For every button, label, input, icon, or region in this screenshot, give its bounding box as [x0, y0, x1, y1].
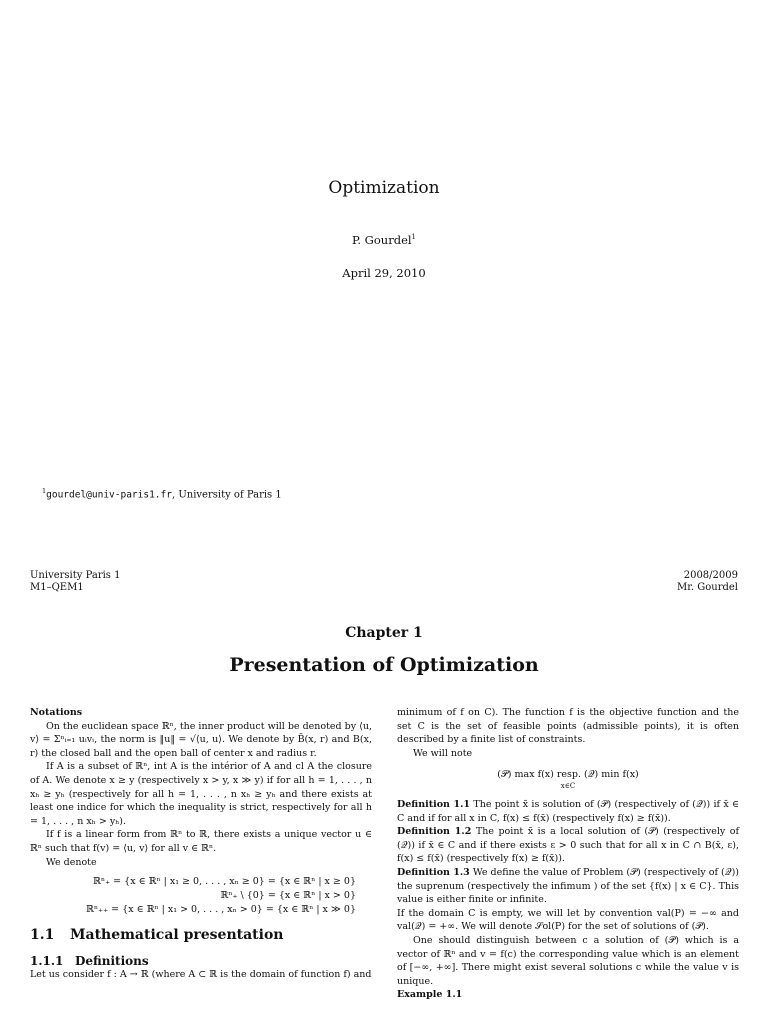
header-course: M1–QEM1 — [30, 582, 84, 593]
example-label: Example 1.1 — [397, 989, 463, 1001]
footnote-mark: 1 — [42, 487, 47, 495]
course-header-left — [30, 570, 120, 594]
paragraph-empty-domain: If the domain C is empty, we will let by convention val(P) = −∞ and val(𝒬) = +∞. We will denote 𝒮ol(P) for the set of solutions of (𝒫). — [397, 907, 739, 933]
course-header-right — [677, 570, 738, 594]
section-title: Mathematical presentation — [70, 927, 284, 944]
footnote — [42, 487, 282, 500]
equation-positive: ℝⁿ₊ \ {0} = {x ∈ ℝⁿ | x > 0} — [220, 890, 356, 902]
chapter-title: Presentation of Optimization — [229, 654, 539, 676]
definition-1-2 — [397, 825, 739, 866]
equation-strictly-positive: ℝⁿ₊₊ = {x ∈ ℝⁿ | x₁ > 0, . . . , xₙ > 0} = {x ∈ ℝⁿ | x ≫ 0} — [86, 904, 356, 916]
section-number: 1.1 — [30, 927, 55, 944]
subsection-title: Definitions — [75, 953, 149, 968]
paragraph-we-denote: We denote — [46, 856, 97, 868]
right-column — [397, 706, 739, 1002]
document-date: April 29, 2010 — [342, 266, 426, 280]
paragraph-cut-off: Let us consider f : A → ℝ (where A ⊂ ℝ is the domain of function f) and — [30, 969, 372, 981]
equation-nonnegative: ℝⁿ₊ = {x ∈ ℝⁿ | x₁ ≥ 0, . . . , xₙ ≥ 0} = {x ∈ ℝⁿ | x ≥ 0} — [93, 876, 356, 888]
paragraph-order: If A is a subset of ℝⁿ, int A is the intérior of A and cl A the closure of A. We denote x ≥ y (respectively x > y, x ≫ y) if for all h = 1, . . . , n xₕ ≥ yₕ (respectively for all h = 1, . . . , n xₕ ≥ yₕ and there exists at least one indice for which the inequality is strict, respectively for all h = 1, . . . , n xₕ > yₕ). — [30, 761, 372, 827]
subsection-heading — [30, 955, 372, 969]
paragraph-objective: minimum of f on C). The function f is the objective function and the set C is the set of feasible points (admissible points), it is often described by a finite list of constraints. — [397, 707, 739, 746]
paragraph-solution-vs-value: One should distinguish between c a solution of (𝒫) which is a vector of ℝⁿ and v = f(c) the corresponding value which is an element of [−∞, +∞]. There might exist several solutions c while the value v is unique. — [397, 934, 739, 987]
definition-1-3-text: We define the value of Problem (𝒫) (respectively of (𝒬)) the suprenum (respectively the infimum ) of the set {f(x) | x ∈ C}. This value is either finite or infinite. — [397, 866, 739, 906]
paragraph-linear-form: If f is a linear form from ℝⁿ to ℝ, there exists a unique vector u ∈ ℝⁿ such that f(v) = ⟨u, v⟩ for all v ∈ ℝⁿ. — [30, 829, 372, 854]
definition-1-2-label: Definition 1.2 — [397, 826, 472, 838]
definition-1-1 — [397, 798, 739, 825]
problem-equation — [397, 768, 739, 790]
definition-1-1-label: Definition 1.1 — [397, 798, 471, 810]
footnote-email: gourdel@univ-paris1.fr — [46, 489, 172, 501]
definition-1-3 — [397, 866, 739, 907]
chapter-label: Chapter 1 — [345, 625, 423, 641]
document-title: Optimization — [328, 178, 440, 198]
subsection-number: 1.1.1 — [30, 953, 64, 968]
section-heading — [30, 929, 372, 943]
problem-equation-main: (𝒫) max f(x) resp. (𝒬) min f(x) — [497, 769, 639, 781]
footnote-affiliation: , University of Paris 1 — [171, 489, 282, 501]
definition-1-1-text: The point x̄ is solution of (𝒫) (respectively of (𝒬)) if x̄ ∈ C and if for all x in C, f(x) ≤ f(x̄) (respectively f(x) ≥ f(x̄)). — [397, 798, 740, 824]
left-column — [30, 706, 372, 982]
paragraph-inner-product: On the euclidean space ℝⁿ, the inner product will be denoted by ⟨u, v⟩ = Σⁿᵢ₌₁ uᵢvᵢ, the norm is ‖u‖ = √⟨u, u⟩. We denote by B̄(x, r) and B(x, r) the closed ball and the open ball of center x and radius r. — [30, 720, 372, 759]
author-footnote-mark: 1 — [411, 233, 417, 242]
notations-heading: Notations — [30, 707, 83, 718]
header-university: University Paris 1 — [30, 570, 121, 581]
paragraph-we-will-note: We will note — [413, 747, 473, 759]
definition-1-3-label: Definition 1.3 — [397, 866, 470, 878]
problem-equation-subscript: x∈C — [560, 781, 576, 790]
author-name: P. Gourdel — [351, 233, 412, 247]
header-year: 2008/2009 — [683, 570, 738, 581]
definition-1-2-text: The point x̄ is a local solution of (𝒫) (respectively of (𝒬)) if x̄ ∈ C and if there exists ε > 0 such that for all x in C ∩ B(x̄, ε), f(x) ≤ f(x̄) (respectively f(x) ≥ f(x̄)). — [397, 826, 740, 865]
header-teacher: Mr. Gourdel — [676, 582, 738, 593]
author-line — [0, 233, 768, 247]
equation-block — [30, 875, 372, 917]
